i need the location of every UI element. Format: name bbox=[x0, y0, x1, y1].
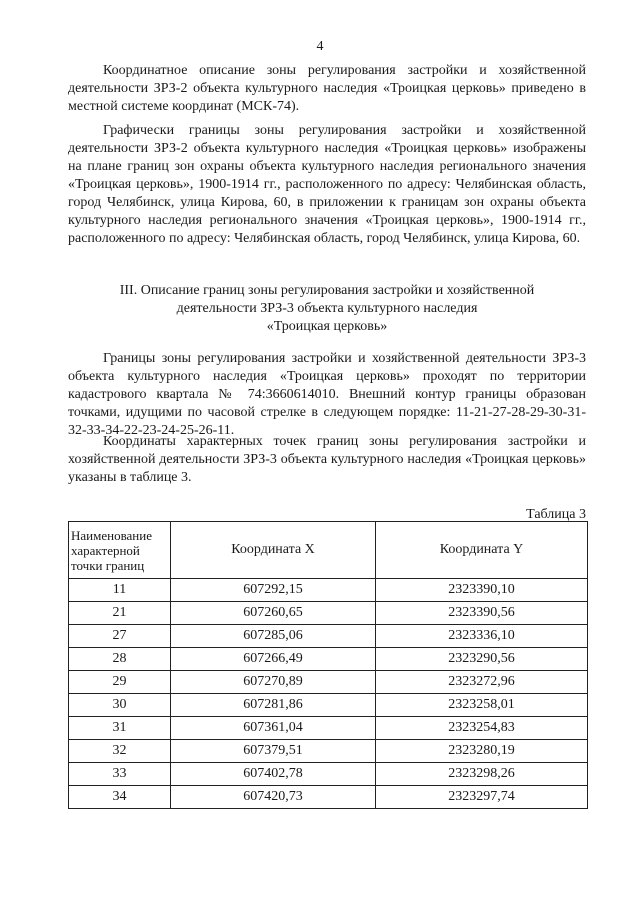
cell-x: 607420,73 bbox=[171, 786, 376, 809]
table-row bbox=[69, 625, 588, 648]
cell-point: 11 bbox=[69, 579, 171, 602]
cell-point: 27 bbox=[69, 625, 171, 648]
cell-x: 607270,89 bbox=[171, 671, 376, 694]
table-row bbox=[69, 694, 588, 717]
cell-y: 2323297,74 bbox=[376, 786, 588, 809]
cell-x: 607266,49 bbox=[171, 648, 376, 671]
table-row bbox=[69, 579, 588, 602]
cell-y: 2323390,56 bbox=[376, 602, 588, 625]
cell-point: 21 bbox=[69, 602, 171, 625]
page-number: 4 bbox=[316, 39, 324, 54]
header-point-name-line: Наименование bbox=[71, 527, 152, 543]
cell-point: 33 bbox=[69, 763, 171, 786]
section-heading-line: «Троицкая церковь» bbox=[266, 319, 388, 334]
cell-point: 34 bbox=[69, 786, 171, 809]
cell-x: 607281,86 bbox=[171, 694, 376, 717]
table-row bbox=[69, 763, 588, 786]
section-heading-line: III. Описание границ зоны регулирования застройки и хозяйственной bbox=[119, 283, 535, 298]
header-coordinate-y: Координата Y bbox=[376, 522, 588, 579]
cell-y: 2323390,10 bbox=[376, 579, 588, 602]
table-row bbox=[69, 602, 588, 625]
cell-x: 607260,65 bbox=[171, 602, 376, 625]
section-heading-line: деятельности ЗРЗ-3 объекта культурного наследия bbox=[176, 301, 478, 316]
cell-y: 2323272,96 bbox=[376, 671, 588, 694]
cell-y: 2323336,10 bbox=[376, 625, 588, 648]
cell-x: 607379,51 bbox=[171, 740, 376, 763]
table-header-row bbox=[69, 522, 588, 579]
cell-point: 30 bbox=[69, 694, 171, 717]
cell-point: 32 bbox=[69, 740, 171, 763]
paragraph-zone-boundaries: Границы зоны регулирования застройки и хозяйственной деятельности ЗРЗ-3 объекта культурного наследия «Троицкая церковь» проходят по территории кадастрового квартала № 74:3660614010. Внешний контур границы образован точками, идущими по часовой стрелке в следующем порядке: 11-21-27-28-29-30-31-32-33-34-22-23-24-25-26-11. bbox=[68, 351, 586, 438]
table-row bbox=[69, 717, 588, 740]
cell-y: 2323290,56 bbox=[376, 648, 588, 671]
paragraph-coordinate-system: Координатное описание зоны регулирования застройки и хозяйственной деятельности ЗРЗ-2 объекта культурного наследия «Троицкая церковь» приведено в местной системе координат (МСК-74). bbox=[68, 63, 586, 114]
cell-x: 607292,15 bbox=[171, 579, 376, 602]
header-point-name bbox=[69, 522, 171, 579]
paragraph-graphic-boundaries: Графически границы зоны регулирования застройки и хозяйственной деятельности ЗРЗ-2 объекта культурного наследия «Троицкая церковь» изображены на плане границ зон охраны объекта культурного наследия регионального значения «Троицкая церковь», 1900-1914 гг., расположенного по адресу: Челябинская область, город Челябинск, улица Кирова, 60, в приложении к границам зон охраны объекта культурного наследия регионального значения «Троицкая церковь», 1900-1914 гг., расположенного по адресу: Челябинская область, город Челябинск, улица Кирова, 60. bbox=[68, 123, 586, 246]
table-row bbox=[69, 671, 588, 694]
cell-x: 607285,06 bbox=[171, 625, 376, 648]
cell-y: 2323298,26 bbox=[376, 763, 588, 786]
cell-y: 2323254,83 bbox=[376, 717, 588, 740]
table-caption: Таблица 3 bbox=[526, 507, 586, 522]
cell-y: 2323280,19 bbox=[376, 740, 588, 763]
coordinates-table bbox=[68, 521, 588, 809]
table-row bbox=[69, 740, 588, 763]
cell-x: 607402,78 bbox=[171, 763, 376, 786]
header-point-name-line: точки границ bbox=[71, 557, 145, 573]
header-coordinate-x: Координата X bbox=[171, 522, 376, 579]
cell-point: 29 bbox=[69, 671, 171, 694]
cell-x: 607361,04 bbox=[171, 717, 376, 740]
paragraph-table-reference: Координаты характерных точек границ зоны регулирования застройки и хозяйственной деятельности ЗРЗ-3 объекта культурного наследия «Троицкая церковь» указаны в таблице 3. bbox=[68, 434, 586, 485]
header-point-name-line: характерной bbox=[71, 542, 140, 558]
section-heading bbox=[68, 282, 586, 336]
cell-point: 31 bbox=[69, 717, 171, 740]
table-row bbox=[69, 648, 588, 671]
cell-y: 2323258,01 bbox=[376, 694, 588, 717]
cell-point: 28 bbox=[69, 648, 171, 671]
table-row bbox=[69, 786, 588, 809]
